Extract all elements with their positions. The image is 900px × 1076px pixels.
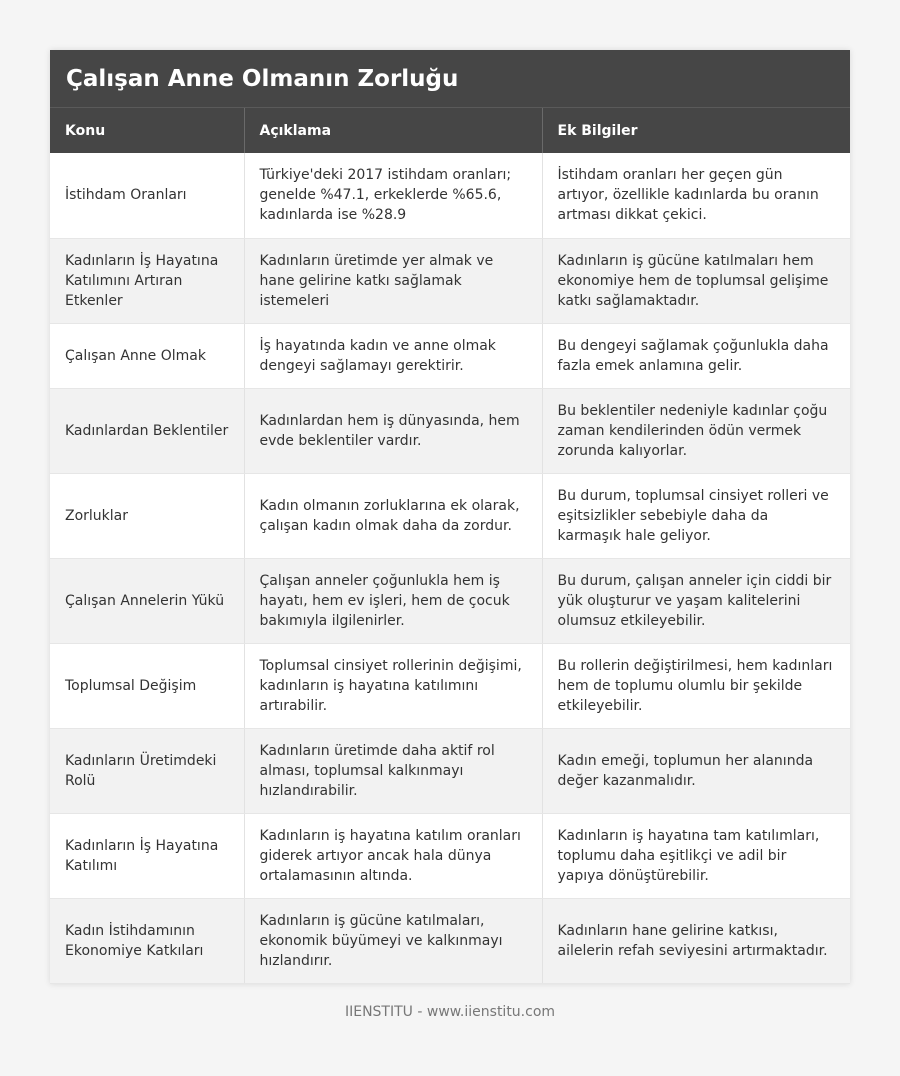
- table-row: [50, 728, 850, 813]
- table-row: [50, 473, 850, 558]
- cell-konu: Çalışan Anne Olmak: [50, 323, 244, 388]
- table-body: [50, 153, 850, 983]
- table-row: [50, 153, 850, 238]
- table-header: [50, 108, 850, 153]
- cell-ek-bilgiler: Kadın emeği, toplumun her alanında değer kazanmalıdır.: [542, 728, 850, 813]
- cell-ek-bilgiler: Bu durum, toplumsal cinsiyet rolleri ve eşitsizlikler sebebiyle daha da karmaşık hale geliyor.: [542, 473, 850, 558]
- info-table: [50, 108, 850, 984]
- table-row: [50, 323, 850, 388]
- table-row: [50, 643, 850, 728]
- table-row: [50, 388, 850, 473]
- cell-ek-bilgiler: Bu dengeyi sağlamak çoğunlukla daha fazla emek anlamına gelir.: [542, 323, 850, 388]
- cell-ek-bilgiler: Kadınların iş gücüne katılmaları hem ekonomiye hem de toplumsal gelişime katkı sağlamaktadır.: [542, 238, 850, 323]
- header-aciklama: Açıklama: [244, 108, 542, 153]
- cell-konu: Zorluklar: [50, 473, 244, 558]
- cell-konu: Kadınların İş Hayatına Katılımını Artıran Etkenler: [50, 238, 244, 323]
- cell-aciklama: Çalışan anneler çoğunlukla hem iş hayatı, hem ev işleri, hem de çocuk bakımıyla ilgilenirler.: [244, 558, 542, 643]
- cell-konu: Kadınların İş Hayatına Katılımı: [50, 813, 244, 898]
- cell-aciklama: Kadınların üretimde daha aktif rol alması, toplumsal kalkınmayı hızlandırabilir.: [244, 728, 542, 813]
- cell-aciklama: İş hayatında kadın ve anne olmak dengeyi sağlamayı gerektirir.: [244, 323, 542, 388]
- cell-konu: Kadınlardan Beklentiler: [50, 388, 244, 473]
- cell-aciklama: Kadınlardan hem iş dünyasında, hem evde beklentiler vardır.: [244, 388, 542, 473]
- cell-ek-bilgiler: Kadınların iş hayatına tam katılımları, toplumu daha eşitlikçi ve adil bir yapıya dönüştürebilir.: [542, 813, 850, 898]
- cell-aciklama: Kadın olmanın zorluklarına ek olarak, çalışan kadın olmak daha da zordur.: [244, 473, 542, 558]
- cell-aciklama: Türkiye'deki 2017 istihdam oranları; genelde %47.1, erkeklerde %65.6, kadınlarda ise %28.9: [244, 153, 542, 238]
- cell-konu: Çalışan Annelerin Yükü: [50, 558, 244, 643]
- cell-konu: Kadın İstihdamının Ekonomiye Katkıları: [50, 898, 244, 983]
- table-row: [50, 238, 850, 323]
- table-row: [50, 898, 850, 983]
- header-konu: Konu: [50, 108, 244, 153]
- table-row: [50, 558, 850, 643]
- cell-aciklama: Kadınların üretimde yer almak ve hane gelirine katkı sağlamak istemeleri: [244, 238, 542, 323]
- cell-aciklama: Kadınların iş gücüne katılmaları, ekonomik büyümeyi ve kalkınmayı hızlandırır.: [244, 898, 542, 983]
- cell-aciklama: Kadınların iş hayatına katılım oranları giderek artıyor ancak hala dünya ortalamasının altında.: [244, 813, 542, 898]
- header-ek-bilgiler: Ek Bilgiler: [542, 108, 850, 153]
- header-row: [50, 108, 850, 153]
- cell-konu: Kadınların Üretimdeki Rolü: [50, 728, 244, 813]
- cell-ek-bilgiler: Bu durum, çalışan anneler için ciddi bir yük oluşturur ve yaşam kalitelerini olumsuz etkileyebilir.: [542, 558, 850, 643]
- cell-ek-bilgiler: İstihdam oranları her geçen gün artıyor, özellikle kadınlarda bu oranın artması dikkat çekici.: [542, 153, 850, 238]
- table-card: [50, 50, 850, 984]
- cell-ek-bilgiler: Bu beklentiler nedeniyle kadınlar çoğu zaman kendilerinden ödün vermek zorunda kalıyorlar.: [542, 388, 850, 473]
- cell-aciklama: Toplumsal cinsiyet rollerinin değişimi, kadınların iş hayatına katılımını artırabilir.: [244, 643, 542, 728]
- footer-credit: IIENSTITU - www.iienstitu.com: [344, 1004, 556, 1020]
- cell-konu: Toplumsal Değişim: [50, 643, 244, 728]
- table-row: [50, 813, 850, 898]
- cell-ek-bilgiler: Kadınların hane gelirine katkısı, ailelerin refah seviyesini artırmaktadır.: [542, 898, 850, 983]
- page-title: Çalışan Anne Olmanın Zorluğu: [50, 50, 850, 108]
- cell-ek-bilgiler: Bu rollerin değiştirilmesi, hem kadınları hem de toplumu olumlu bir şekilde etkileyebilir.: [542, 643, 850, 728]
- cell-konu: İstihdam Oranları: [50, 153, 244, 238]
